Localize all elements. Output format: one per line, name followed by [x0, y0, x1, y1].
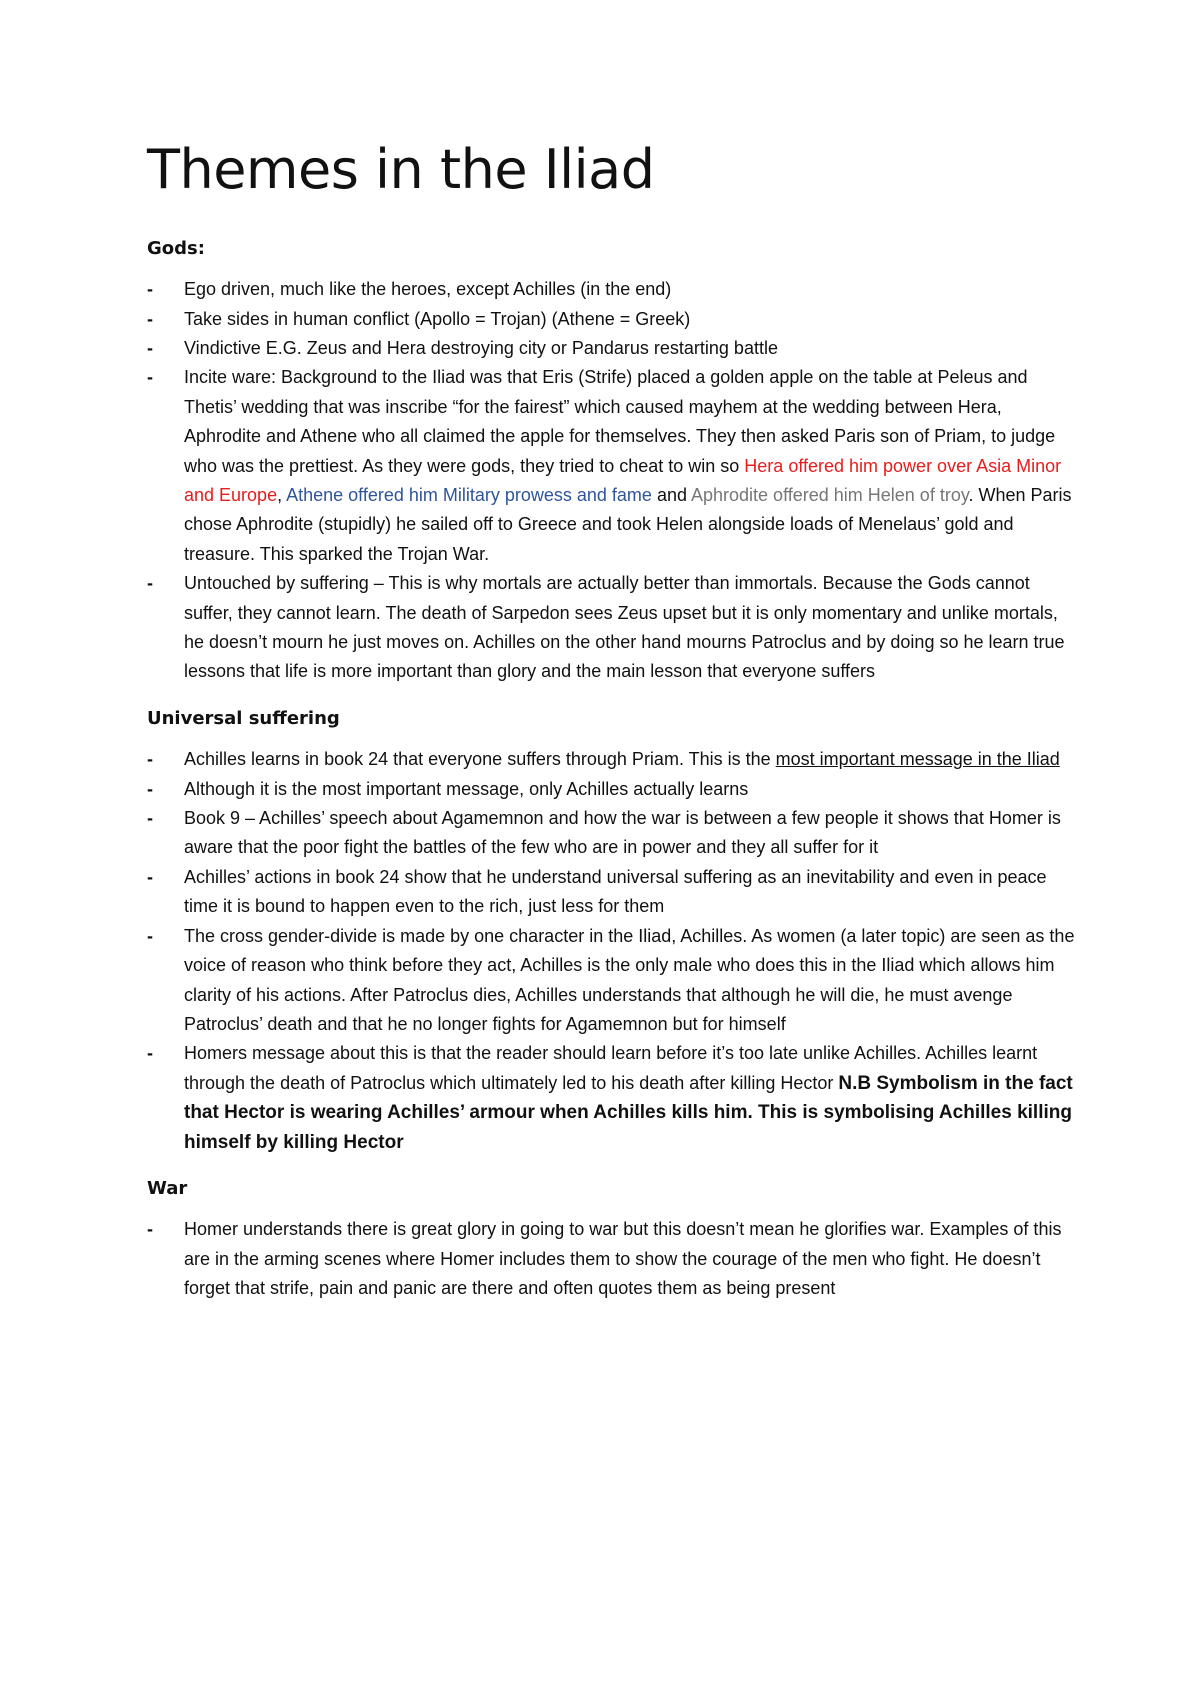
list-item: - Take sides in human conflict (Apollo = Trojan) (Athene = Greek) [147, 305, 1080, 334]
aphrodite-offer-text: Aphrodite offered him Helen of troy [691, 485, 969, 506]
list-item: - Homer understands there is great glory in going to war but this doesn’t mean he glorifies war. Examples of this are in the arming scenes where Homer includes them to show the courage of the men who fight. He doesn’t forget that strife, pain and panic are there and often quotes them as being present [147, 1215, 1080, 1303]
list-item [147, 745, 1080, 774]
list-item: - Untouched by suffering – This is why mortals are actually better than immortals. Because the Gods cannot suffer, they cannot learn. The death of Sarpedon sees Zeus upset but it is only momentary and unlike mortals, he doesn’t mourn he just moves on. Achilles on the other hand mourns Patroclus and by doing so he learn true lessons that life is more important than glory and the main lesson that everyone suffers [147, 569, 1080, 687]
list-item: - Vindictive E.G. Zeus and Hera destroying city or Pandarus restarting battle [147, 334, 1080, 363]
incite-text: Incite ware: Background to the Iliad was that Eris (Strife) placed a golden apple on the table at Peleus and Thetis’ wedding that was inscribe “for the fairest” which caused mayhem at the wedding between Hera, Aphrodite and Athene who all claimed the apple for themselves. They then asked Paris son of Priam, to judge who was the prettiest. As they were gods, they tried to cheat to win so [184, 367, 1056, 476]
incite-rest-text: . When Paris chose Aphrodite (stupidly) he sailed off to Greece and took Helen alongside loads of Menelaus’ gold and treasure. This sparked the Trojan War. [184, 485, 1072, 564]
universal-suffering-list [147, 745, 1080, 1157]
list-item: - Ego driven, much like the heroes, except Achilles (in the end) [147, 275, 1080, 304]
underlined-text: most important message in the Iliad [775, 749, 1060, 770]
item-text: Homers message about this is that the reader should learn before it’s too late unlike Achilles. Achilles learnt through the death of Patroclus which ultimately led to his death after killing Hector [184, 1043, 1038, 1093]
and-text: and [651, 485, 691, 506]
list-item [147, 1039, 1080, 1157]
bold-note-text: N.B Symbolism in the fact that Hector is wearing Achilles’ armour when Achilles kills him. This is symbolising Achilles killing himself by killing Hector [184, 1072, 1073, 1153]
list-item: - Achilles’ actions in book 24 show that he understand universal suffering as an inevitability and even in peace time it is bound to happen even to the rich, just less for them [147, 863, 1080, 922]
page-title: Themes in the Iliad [147, 138, 655, 201]
section-heading-gods: Gods: [147, 237, 205, 259]
hera-offer-text: Hera offered him power over Asia Minor and Europe [184, 455, 1062, 506]
list-item: - The cross gender-divide is made by one character in the Iliad, Achilles. As women (a later topic) are seen as the voice of reason who think before they act, Achilles is the only male who does this in the Iliad which allows him clarity of his actions. After Patroclus dies, Achilles understands that although he will die, he must avenge Patroclus’ death and that he no longer fights for Agamemnon but for himself [147, 922, 1080, 1040]
list-item: - Book 9 – Achilles’ speech about Agamemnon and how the war is between a few people it shows that Homer is aware that the poor fight the battles of the few who are in power and they all suffer for it [147, 804, 1080, 863]
war-list [147, 1215, 1080, 1303]
athene-offer-text: Athene offered him Military prowess and fame [286, 485, 652, 506]
gods-list [147, 275, 1080, 687]
comma-text: , [277, 485, 287, 506]
section-heading-universal-suffering: Universal suffering [147, 707, 340, 729]
list-item-incite [147, 363, 1080, 569]
section-heading-war: War [147, 1177, 188, 1199]
item-text: Achilles learns in book 24 that everyone suffers through Priam. This is the [184, 749, 776, 770]
list-item: - Although it is the most important message, only Achilles actually learns [147, 775, 1080, 804]
